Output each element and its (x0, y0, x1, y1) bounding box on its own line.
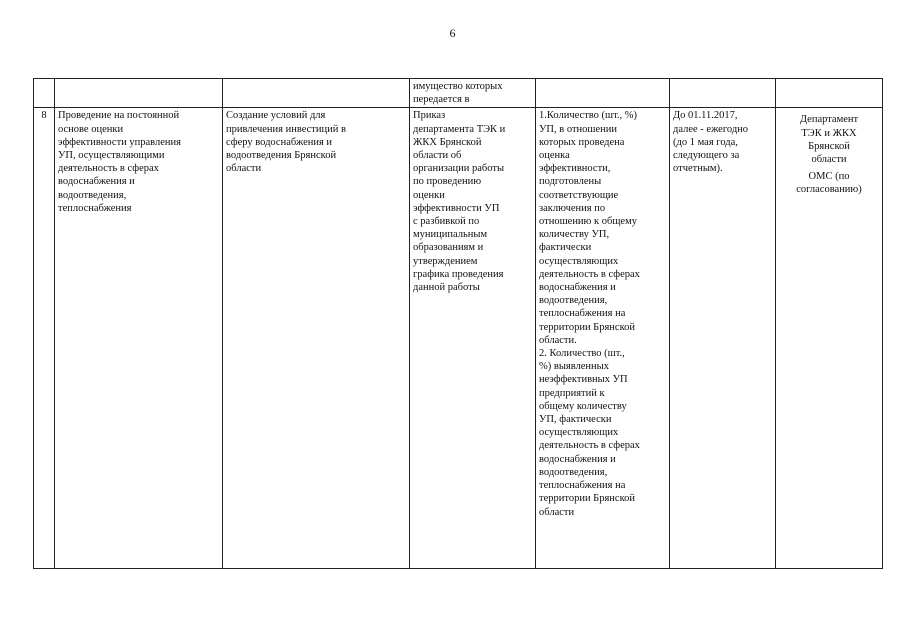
indicator-2-text: 2. Количество (шт., %) выявленных неэффективных УП предприятий к общему количеству УП, фактически осуществляющих деятельность в сферах водоснабжения и водоотведения, теплоснабжения на территории Брянской области (539, 348, 640, 518)
cell-indicators (536, 108, 670, 569)
indicator-1-text: 1.Количество (шт., %) УП, в отношении которых проведена оценка эффективности, подготовлены соответствующие заключения по отношению к общему количеству УП, фактически осуществляющих деятельность в сферах водоснабжения и водоотведения, теплоснабжения на территории Брянской области. (539, 110, 640, 346)
table-row (34, 108, 883, 569)
cell-goal (223, 108, 410, 569)
continuation-row (34, 79, 883, 108)
page-number: 6 (449, 26, 456, 40)
responsible-1-text: Департамент ТЭК и ЖКХ Брянской области (799, 114, 859, 166)
cell-indicator-empty (536, 79, 670, 108)
cell-legal-act (410, 108, 536, 569)
activity-text: Проведение на постоянной основе оценки эффективности управления УП, осуществляющими деятельность в сферах водоснабжения и водоотведения, теплоснабжения (58, 110, 181, 214)
responsible-2-text: ОМС (по согласованию) (796, 171, 862, 196)
cell-activity (55, 108, 223, 569)
legal-act-continued-text: имущество которых передается в (413, 81, 503, 106)
cell-goal-empty (223, 79, 410, 108)
measures-table (33, 78, 883, 569)
cell-responsible-empty (776, 79, 883, 108)
deadline-text: До 01.11.2017, далее - ежегодно (до 1 мая года, следующего за отчетным). (673, 110, 749, 175)
goal-text: Создание условий для привлечения инвестиций в сферу водоснабжения и водоотведения Брянской области (226, 110, 346, 175)
cell-number-empty (34, 79, 55, 108)
cell-activity-empty (55, 79, 223, 108)
row-number: 8 (34, 108, 55, 569)
cell-deadline (670, 108, 776, 569)
legal-act-text: Приказ департамента ТЭК и ЖКХ Брянской области об организации работы по проведению оценки эффективности УП с разбивкой по муниципальным образованиям и утверждением графика проведения данной работы (413, 110, 506, 294)
cell-responsible (776, 108, 883, 569)
cell-deadline-empty (670, 79, 776, 108)
cell-legal-act-continued (410, 79, 536, 108)
